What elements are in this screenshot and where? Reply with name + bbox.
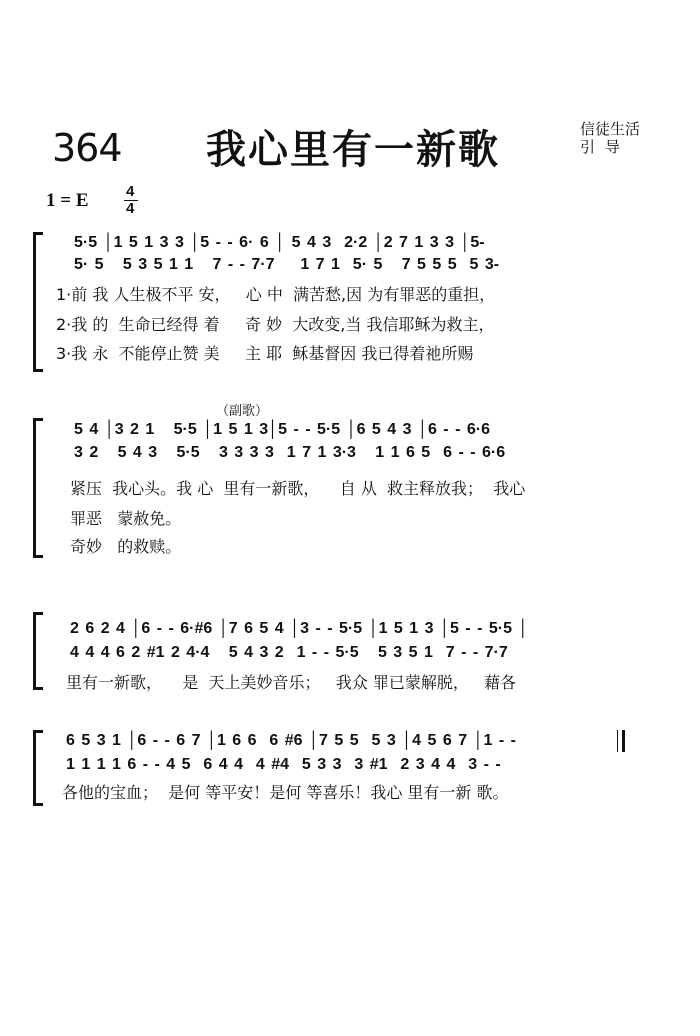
harmony-line: 4 4 4 6 2 #1 2 4·4 5 4 3 2 1 - - 5·5 5 3 5 1 7 - - 7·7 bbox=[70, 644, 508, 661]
lyric-verse-1: 紧压 我心头。我 心 里有一新歌， 自 从 救主释放我； 我心 bbox=[70, 479, 526, 498]
melody-line: 6 5 3 1 │6 - - 6 7 │1 6 6 6 #6 │7 5 5 5 3 │4 5 6 7 │1 - - bbox=[66, 732, 516, 749]
time-signature-top: 4 bbox=[126, 183, 135, 200]
final-barline-thin bbox=[617, 730, 618, 752]
credit-role: 引导 bbox=[580, 138, 631, 156]
credit-source: 信徒生活 bbox=[580, 120, 641, 138]
harmony-line: 1 1 1 1 6 - - 4 5 6 4 4 4 #4 5 3 3 3 #1 2 3 4 4 3 - - bbox=[66, 756, 501, 773]
melody-line: 5·5 │1 5 1 3 3 │5 - - 6· 6 │ 5 4 3 2·2 │2 7 1 3 3 │5- bbox=[74, 234, 485, 251]
lyric-line: 里有一新歌， 是 天上美妙音乐； 我众 罪已蒙解脱， 藉各 bbox=[66, 673, 517, 692]
lyric-verse-1: 1·前 我 人生极不平 安， 心 中 满苦愁,因 为有罪恶的重担， bbox=[56, 285, 496, 304]
lyric-verse-2: 罪恶 蒙赦免。 bbox=[70, 509, 182, 528]
system-brace bbox=[33, 730, 43, 806]
key-signature: 1 = E bbox=[46, 190, 89, 211]
system-brace bbox=[33, 232, 43, 372]
harmony-line: 5· 5 5 3 5 1 1 7 - - 7·7 1 7 1 5· 5 7 5 5 5 5 3- bbox=[74, 256, 500, 273]
system-brace bbox=[33, 612, 43, 690]
chorus-label: （副歌） bbox=[216, 404, 269, 419]
lyric-verse-3: 奇妙 的救赎。 bbox=[70, 537, 182, 556]
melody-line: 2 6 2 4 │6 - - 6·#6 │7 6 5 4 │3 - - 5·5 │1 5 1 3 │5 - - 5·5 │ bbox=[70, 620, 529, 637]
harmony-line: 3 2 5 4 3 5·5 3 3 3 3 1 7 1 3·3 1 1 6 5 6 - - 6·6 bbox=[74, 444, 506, 461]
lyric-line: 各他的宝血； 是何 等平安！是何 等喜乐！我心 里有一新 歌。 bbox=[62, 783, 509, 802]
lyric-verse-3: 3·我 永 不能停止赞 美 主 耶 稣基督因 我已得着祂所赐 bbox=[56, 344, 474, 363]
lyric-verse-2: 2·我 的 生命已经得 着 奇 妙 大改变,当 我信耶稣为救主， bbox=[56, 315, 495, 334]
system-brace bbox=[33, 418, 43, 558]
final-barline bbox=[622, 730, 625, 752]
melody-line: 5 4 │3 2 1 5·5 │1 5 1 3│5 - - 5·5 │6 5 4 3 │6 - - 6·6 bbox=[74, 421, 490, 438]
hymn-title: 我心里有一新歌 bbox=[206, 126, 500, 173]
hymn-number: 364 bbox=[52, 126, 122, 170]
time-signature-bottom: 4 bbox=[126, 200, 135, 217]
